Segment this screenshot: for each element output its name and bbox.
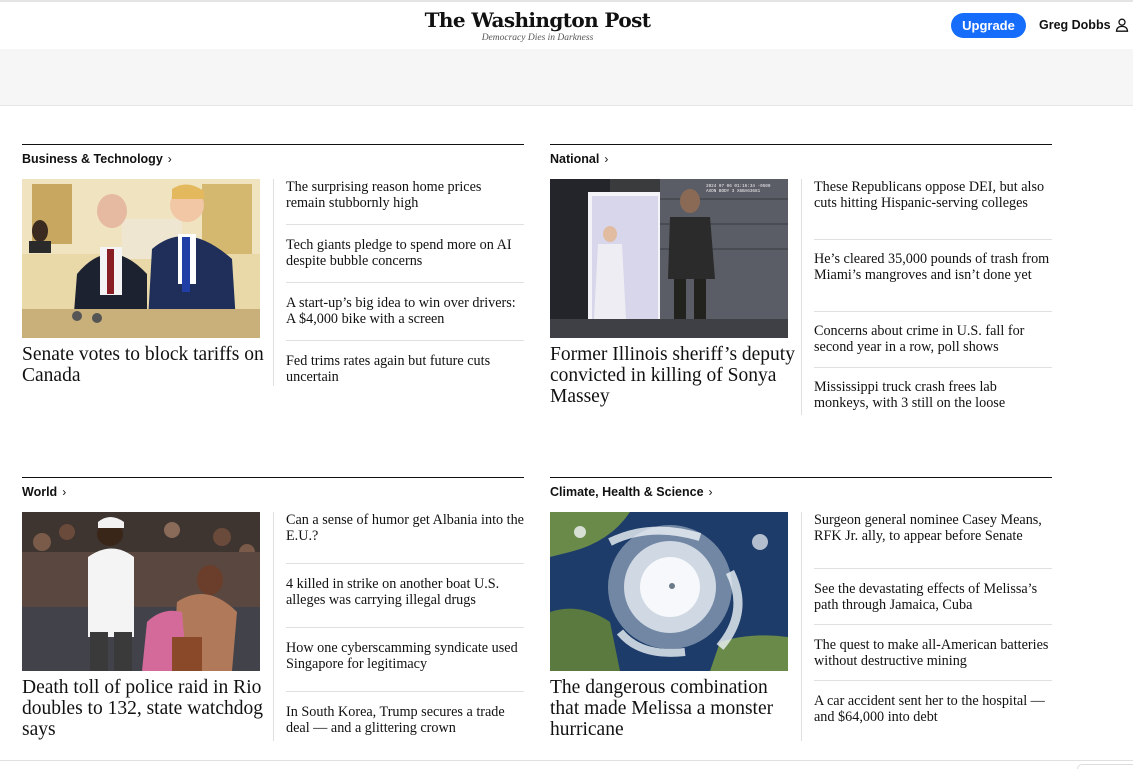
list-item[interactable]: A start-up’s big idea to win over drivers: A $4,000 bike with a screen [286, 295, 516, 327]
list-item[interactable]: Fed trims rates again but future cuts uncertain [286, 353, 491, 385]
list-item[interactable]: These Republicans oppose DEI, but also cuts hitting Hispanic-serving colleges [814, 179, 1045, 211]
column-divider [273, 179, 274, 386]
list-item[interactable]: Tech giants pledge to spend more on AI despite bubble concerns [286, 237, 512, 269]
section-title[interactable]: National › [550, 152, 609, 166]
bottom-divider [0, 760, 1133, 761]
lead-story-headline[interactable]: Senate votes to block tariffs on Canada [22, 344, 264, 386]
story-list [814, 512, 1052, 726]
list-item[interactable]: Mississippi truck crash frees lab monkeys, with 3 still on the loose [814, 379, 1006, 411]
story-divider [286, 563, 524, 564]
list-item[interactable]: Can a sense of humor get Albania into the E.U.? [286, 512, 524, 544]
bodycam-timestamp: 2024 07 06 01:16:34 -0500 [706, 184, 771, 189]
list-item[interactable]: The surprising reason home prices remain stubbornly high [286, 179, 482, 211]
list-item[interactable]: In South Korea, Trump secures a trade deal — and a glittering crown [286, 704, 505, 736]
ad-placeholder [0, 49, 1133, 106]
lead-story-image[interactable] [550, 512, 788, 671]
list-item[interactable]: Concerns about crime in U.S. fall for second year in a row, poll shows [814, 323, 1025, 355]
chevron-right-icon: › [167, 152, 172, 166]
lead-story-image[interactable] [22, 512, 260, 671]
story-divider [814, 624, 1052, 625]
list-item[interactable]: 4 killed in strike on another boat U.S. alleges was carrying illegal drugs [286, 576, 500, 608]
story-divider [286, 282, 524, 283]
story-divider [286, 340, 524, 341]
site-header [0, 2, 1133, 49]
story-divider [814, 367, 1052, 368]
list-item[interactable]: He’s cleared 35,000 pounds of trash from Miami’s mangroves and isn’t done yet [814, 251, 1050, 283]
lead-story-image[interactable] [22, 179, 260, 338]
list-item[interactable]: A car accident sent her to the hospital — and $64,000 into debt [814, 693, 1045, 725]
lead-story-headline[interactable]: Former Illinois sheriff’s deputy convicted in killing of Sonya Massey [550, 344, 795, 407]
column-divider [273, 512, 274, 741]
story-divider [814, 680, 1052, 681]
section-national [550, 144, 1052, 414]
chevron-right-icon: › [708, 485, 713, 499]
story-divider [286, 691, 524, 692]
lead-story-image[interactable] [550, 179, 788, 338]
section-title[interactable]: Business & Technology › [22, 152, 172, 166]
section-title[interactable]: World › [22, 485, 67, 499]
chevron-right-icon: › [604, 152, 609, 166]
section-title[interactable]: Climate, Health & Science › [550, 485, 713, 499]
story-divider [814, 239, 1052, 240]
list-item[interactable]: See the devastating effects of Melissa’s path through Jamaica, Cuba [814, 581, 1038, 613]
story-divider [286, 627, 524, 628]
section-world [22, 477, 524, 747]
story-divider [814, 568, 1052, 569]
list-item[interactable]: How one cyberscamming syndicate used Singapore for legitimacy [286, 640, 518, 672]
logo-tagline: Democracy Dies in Darkness [481, 33, 594, 43]
list-item[interactable]: The quest to make all-American batteries without destructive mining [814, 637, 1049, 669]
column-divider [801, 179, 802, 415]
logo-title: The Washington Post [424, 8, 651, 32]
site-logo[interactable] [0, 8, 1075, 43]
story-divider [286, 224, 524, 225]
upgrade-button[interactable]: Upgrade [951, 13, 1026, 38]
story-divider [814, 311, 1052, 312]
lead-story-headline[interactable]: The dangerous combination that made Melissa a monster hurricane [550, 677, 774, 740]
grieving-crowd-photo [22, 512, 260, 671]
story-list [286, 179, 524, 386]
section-business-technology [22, 144, 524, 414]
section-climate-health-science [550, 477, 1052, 747]
user-icon[interactable] [1115, 18, 1129, 32]
chevron-right-icon: › [62, 485, 67, 499]
story-list [814, 179, 1052, 412]
hurricane-satellite-photo [550, 512, 788, 671]
floating-widget[interactable] [1077, 764, 1133, 769]
list-item[interactable]: Surgeon general nominee Casey Means, RFK Jr. ally, to appear before Senate [814, 512, 1042, 544]
oval-office-meeting-photo [22, 179, 260, 338]
column-divider [801, 512, 802, 741]
bodycam-doorway-photo [550, 179, 788, 338]
story-list [286, 512, 524, 737]
user-account-name[interactable]: Greg Dobbs [1039, 18, 1111, 32]
lead-story-headline[interactable]: Death toll of police raid in Rio doubles to 132, state watchdog says [22, 677, 263, 740]
bodycam-device: AXON BODY 3 X6BA63681 [706, 189, 761, 194]
